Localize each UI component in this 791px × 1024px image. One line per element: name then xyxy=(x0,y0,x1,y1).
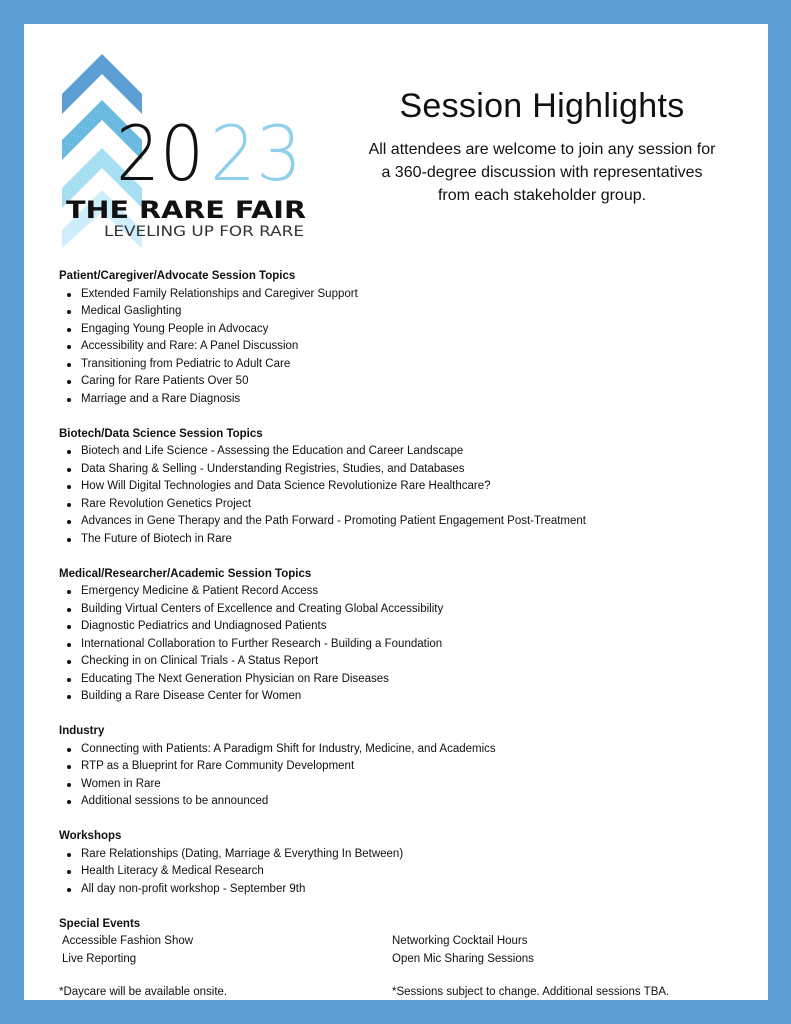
section-industry xyxy=(59,723,739,811)
topic-item: Marriage and a Rare Diagnosis xyxy=(59,391,739,409)
topic-item: International Collaboration to Further Research - Building a Foundation xyxy=(59,636,739,654)
special-event-item: Networking Cocktail Hours xyxy=(392,935,528,947)
intro-text xyxy=(340,138,744,207)
topic-item: Women in Rare xyxy=(59,776,739,794)
topic-item: Health Literacy & Medical Research xyxy=(59,863,739,881)
section-medical-researcher-academic xyxy=(59,566,739,706)
topic-list xyxy=(59,286,739,409)
topic-item: Educating The Next Generation Physician on Rare Diseases xyxy=(59,671,739,689)
special-events-grid xyxy=(59,933,739,968)
logo-tagline: LEVELING UP FOR RARE xyxy=(104,224,304,240)
topic-item: Medical Gaslighting xyxy=(59,303,739,321)
topic-item: The Future of Biotech in Rare xyxy=(59,531,739,549)
session-topics xyxy=(59,268,739,986)
topic-item: How Will Digital Technologies and Data Science Revolutionize Rare Healthcare? xyxy=(59,478,739,496)
logo-name: THE RARE FAIR xyxy=(66,196,306,224)
topic-item: Diagnostic Pediatrics and Undiagnosed Patients xyxy=(59,618,739,636)
topic-item: Transitioning from Pediatric to Adult Care xyxy=(59,356,739,374)
logo-year-left: 20 xyxy=(116,109,204,198)
footnote-sessions: *Sessions subject to change. Additional sessions TBA. xyxy=(392,986,670,998)
topic-item: Connecting with Patients: A Paradigm Shift for Industry, Medicine, and Academics xyxy=(59,741,739,759)
topic-item: Caring for Rare Patients Over 50 xyxy=(59,373,739,391)
section-title: Workshops xyxy=(59,830,122,842)
special-event-item: Open Mic Sharing Sessions xyxy=(392,952,534,965)
section-title: Biotech/Data Science Session Topics xyxy=(59,427,263,440)
intro-line: a 360-degree discussion with representatives xyxy=(381,164,703,181)
section-title: Patient/Caregiver/Advocate Session Topics xyxy=(59,270,296,282)
topic-item: Building Virtual Centers of Excellence and Creating Global Accessibility xyxy=(59,601,739,619)
intro-line: from each stakeholder group. xyxy=(437,187,647,204)
topic-item: Extended Family Relationships and Caregiver Support xyxy=(59,286,739,304)
topic-item: Rare Revolution Genetics Project xyxy=(59,496,739,514)
footnotes xyxy=(59,984,759,1000)
section-title: Special Events xyxy=(59,917,141,930)
topic-item: Building a Rare Disease Center for Women xyxy=(59,688,739,706)
intro-line: All attendees are welcome to join any session for xyxy=(368,141,716,158)
section-title: Industry xyxy=(59,725,105,737)
topic-item: Accessibility and Rare: A Panel Discussion xyxy=(59,338,739,356)
topic-item: Rare Relationships (Dating, Marriage & Everything In Between) xyxy=(59,846,739,864)
logo-year-right: 23 xyxy=(210,109,302,198)
topic-item: Advances in Gene Therapy and the Path Forward - Promoting Patient Engagement Post-Treatment xyxy=(59,513,739,531)
topic-item: Biotech and Life Science - Assessing the Education and Career Landscape xyxy=(59,443,739,461)
footnote-daycare: *Daycare will be available onsite. xyxy=(59,986,228,998)
topic-list xyxy=(59,741,739,811)
rare-fair-logo xyxy=(60,52,310,252)
topic-item: All day non-profit workshop - September 9th xyxy=(59,881,739,899)
topic-list xyxy=(59,846,739,899)
topic-item: Engaging Young People in Advocacy xyxy=(59,321,739,339)
topic-item: Additional sessions to be announced xyxy=(59,793,739,811)
topic-list xyxy=(59,443,739,548)
topic-item: Checking in on Clinical Trials - A Status Report xyxy=(59,653,739,671)
section-patient-caregiver-advocate xyxy=(59,268,739,408)
section-special-events xyxy=(59,916,739,969)
topic-list xyxy=(59,583,739,706)
special-event-item: Live Reporting xyxy=(62,952,137,965)
topic-item: RTP as a Blueprint for Rare Community Development xyxy=(59,758,739,776)
topic-item: Data Sharing & Selling - Understanding Registries, Studies, and Databases xyxy=(59,461,739,479)
section-biotech-data-science xyxy=(59,426,739,549)
page-title: Session Highlights xyxy=(399,87,685,125)
section-title: Medical/Researcher/Academic Session Topics xyxy=(59,567,312,580)
section-workshops xyxy=(59,828,739,898)
special-event-item: Accessible Fashion Show xyxy=(62,935,194,947)
topic-item: Emergency Medicine & Patient Record Access xyxy=(59,583,739,601)
